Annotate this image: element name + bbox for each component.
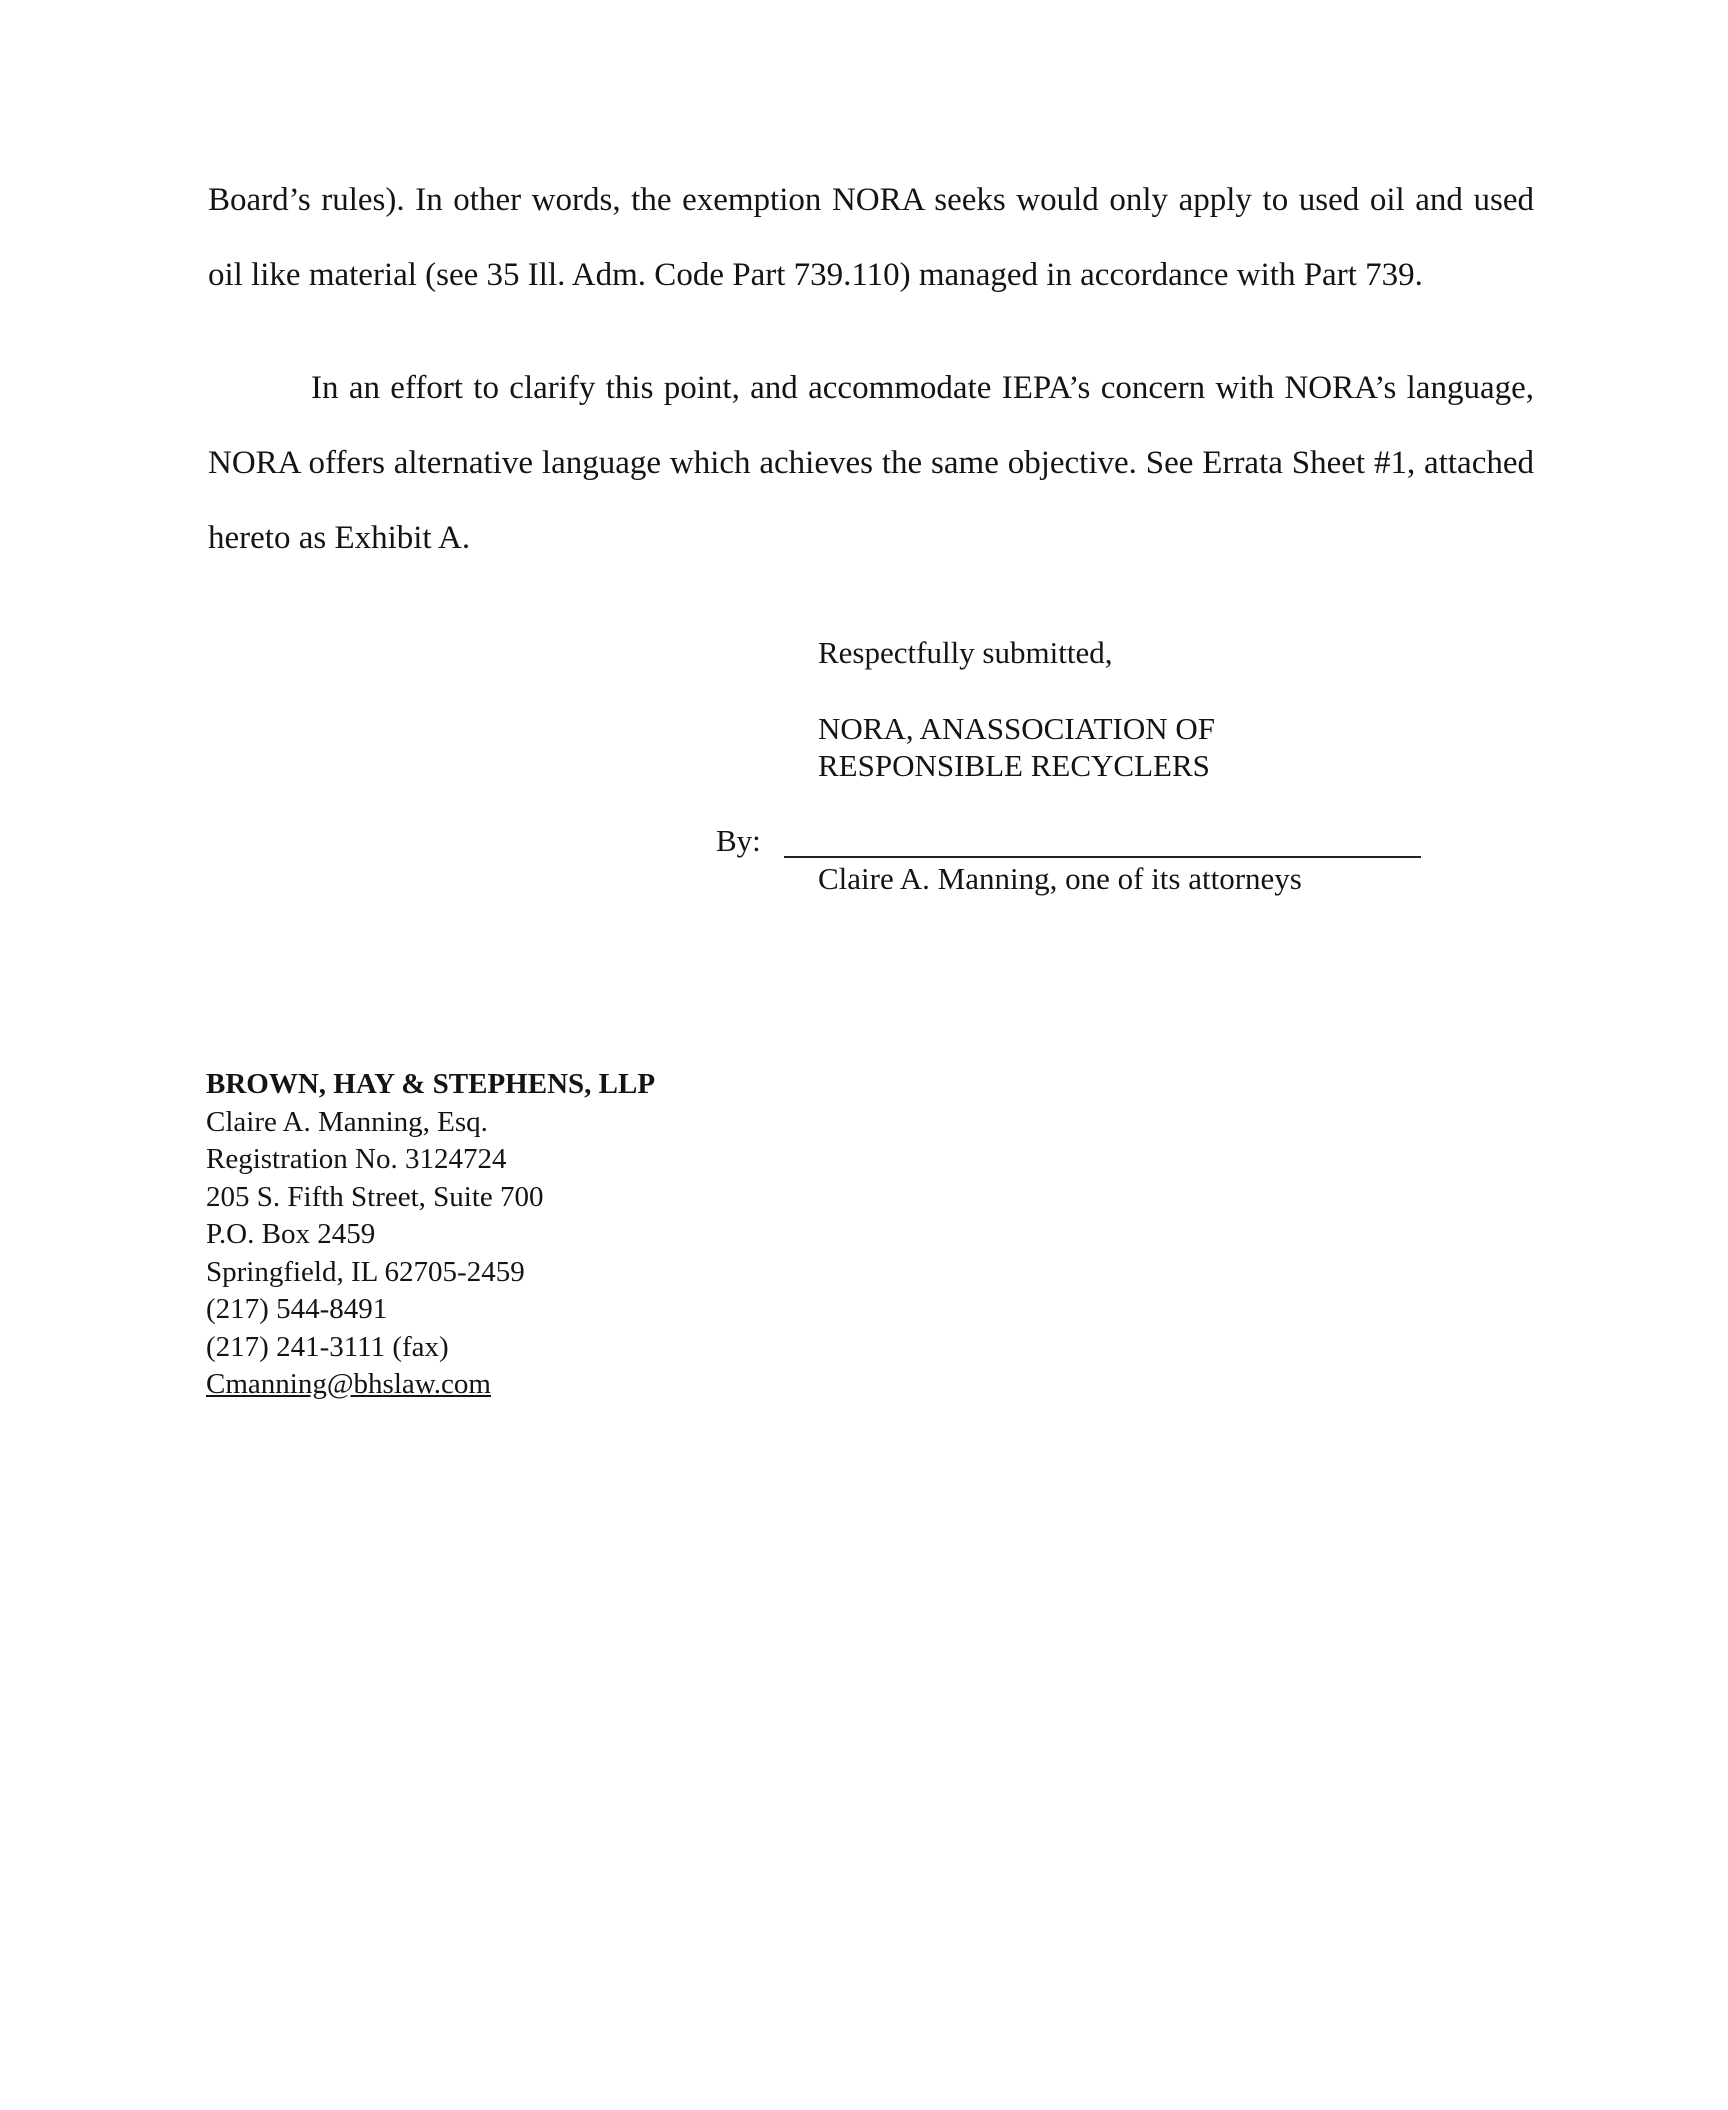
- signature-rule: [784, 856, 1421, 858]
- by-label: By:: [716, 823, 761, 858]
- firm-address: 205 S. Fifth Street, Suite 700: [206, 1180, 544, 1213]
- firm-attorney: Claire A. Manning, Esq.: [206, 1105, 488, 1138]
- body-paragraph-1: Board’s rules). In other words, the exemption NORA seeks would only apply to used oil and used oil like material (see 35 Ill. Adm. Code Part 739.110) managed in accordance with Part 739.: [208, 182, 1534, 293]
- firm-registration: Registration No. 3124724: [206, 1143, 507, 1175]
- signer-name: Claire A. Manning, one of its attorneys: [818, 861, 1302, 896]
- firm-name: BROWN, HAY & STEPHENS, LLP: [206, 1068, 656, 1100]
- signature-org-line-1: NORA, ANASSOCIATION OF: [818, 711, 1216, 746]
- firm-po-box: P.O. Box 2459: [206, 1218, 376, 1250]
- closing-line: Respectfully submitted,: [818, 635, 1113, 670]
- firm-fax: (217) 241-3111 (fax): [206, 1330, 449, 1363]
- firm-city-state-zip: Springfield, IL 62705-2459: [206, 1255, 525, 1288]
- body-paragraph-2: In an effort to clarify this point, and accommodate IEPA’s concern with NORA’s language, NORA offers alternative language which achieves the same objective. See Errata Sheet #1, attached hereto as Exhibit A.: [208, 370, 1534, 556]
- firm-block: [206, 1066, 655, 1404]
- signature-org-line-2: RESPONSIBLE RECYCLERS: [818, 748, 1210, 783]
- firm-phone: (217) 544-8491: [206, 1293, 388, 1325]
- firm-email-link[interactable]: Cmanning@bhslaw.com: [206, 1368, 491, 1400]
